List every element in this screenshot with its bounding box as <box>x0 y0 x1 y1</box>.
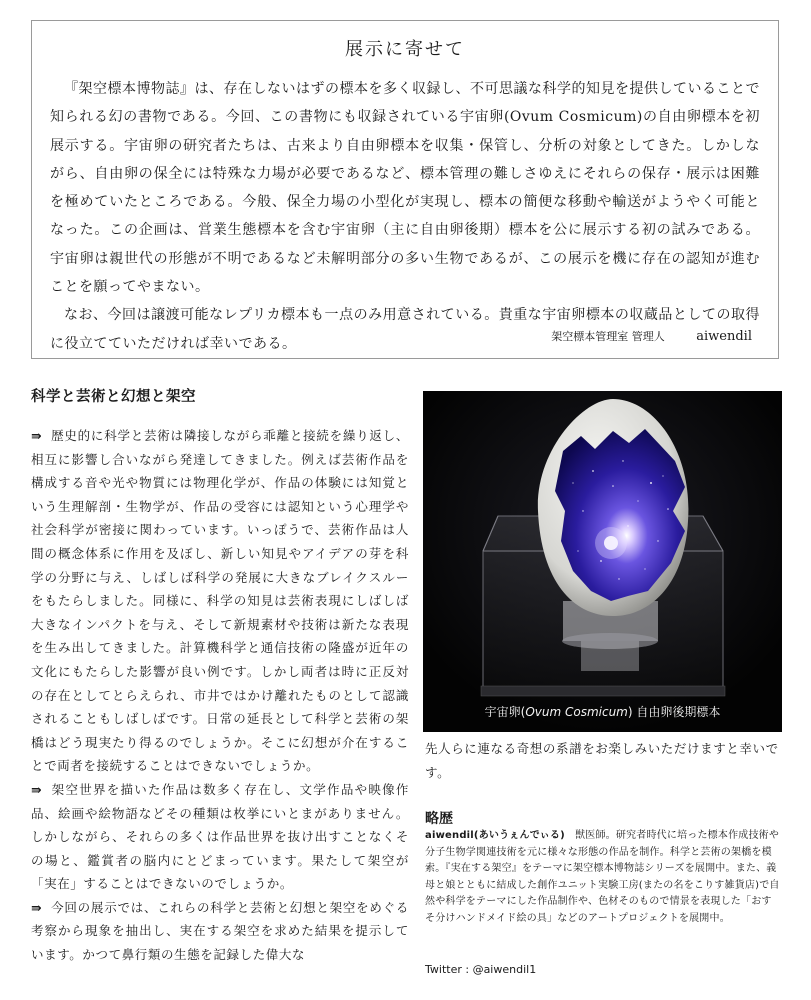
bio-text: 獣医師。研究者時代に培った標本作成技術や分子生物学関連技術を元に様々な形態の作品を制作。科学と芸術の架橋を模索。『実在する架空』をテーマに架空標本博物誌シリーズを展開中。また、義母と娘とともに結成した創作ユニット実験工房(またの名をこりす雑貨店)で自然や科学をテーマにした作品制作や、色材そのもので情景を表現した「おすそ分けハンドメイド絵の具」などのアートプロジェクトを展開中。 <box>425 830 780 924</box>
credit-name: aiwendil <box>696 329 752 344</box>
intro-title: 展示に寄せて <box>345 39 465 60</box>
bio-body <box>425 828 780 928</box>
article-title: 科学と芸術と幻想と架空 <box>31 389 196 405</box>
article-paragraph-1-text: 歴史的に科学と芸術は隣接しながら乖離と接続を繰り返し、相互に影響し合いながら発達してきました。例えば芸術作品を構成する音や光や物質には物理化学が、作品の体験には知覚という生理解剖・生物学が、作品の受容には認知という心理学や社会科学が密接に関わっています。いっぽうで、芸術作品は人間の概念体系に作用を及ぼし、新しい知見やアイデアの芽を科学の分野に与え、しばしば科学の発展に大きなブレイクスルーをもたらしました。同様に、科学の知見は芸術表現にしばしば大きなインパクトを与え、そして新規素材や技術は新たな表現を生み出してきました。計算機科学と通信技術の隆盛が近年の文化にもたらした影響が良い例です。しかし両者は時に正反対の存在としてとらえられ、市井ではかけ離れたものとして認識されることもしばしばです。日常の延長として科学と芸術の架橋はどう現実たり得るのでしょうか。そこに幻想が介在することで両者を接続することはできないでしょうか。 <box>31 428 409 774</box>
photo-caption <box>423 703 782 720</box>
arrow-bullet-icon: ⇛ <box>31 428 43 443</box>
specimen-photo <box>423 391 782 732</box>
article-paragraph-3-continued: 先人らに連なる奇想の系譜をお楽しみいただけますと幸いです。 <box>425 741 779 780</box>
article-paragraph-3-text: 今回の展示では、これらの科学と芸術と幻想と架空をめぐる考察から現象を抽出し、実在する架空を求めた結果を提示しています。かつて鼻行類の生態を記録した偉大な <box>31 899 409 963</box>
caption-suffix: ) 自由卵後期標本 <box>627 705 721 719</box>
intro-paragraph-1: 『架空標本博物誌』は、存在しないはずの標本を多く収録し、不可思議な科学的知見を提供していることで知られる幻の書物である。今回、この書物にも収録されている宇宙卵(Ovum Cosmicum)の自由卵標本を初展示する。宇宙卵の研究者たちは、古来より自由卵標本を収集・保管し、分析の対象としてきた。しかしながら、自由卵の保全には特殊な力場が必要であるなど、標本管理の難しさゆえにそれらの保存・展示は困難を極めていたところである。今般、保全力場の小型化が実現し、標本の簡便な移動や輸送がようやく可能となった。この企画は、営業生態標本を含む宇宙卵（主に自由卵後期）標本を公に展示する初の試みである。宇宙卵は親世代の形態が不明であるなど未解明部分の多い生物であるが、この展示を機に存在の認知が進むことを願ってやまない。 <box>50 81 760 296</box>
article-paragraph-1 <box>31 424 409 778</box>
bio-name: aiwendil(あいうぇんでぃる) <box>425 830 565 841</box>
article-paragraph-2 <box>31 778 409 896</box>
intro-panel <box>31 20 779 359</box>
arrow-bullet-icon: ⇛ <box>31 781 43 797</box>
intro-body <box>50 75 760 358</box>
article-paragraph-2-text: 架空世界を描いた作品は数多く存在し、文学作品や映像作品、絵画や絵物語などその種類は枚挙にいとまがありません。しかしながら、それらの多くは作品世界を抜け出すことなくその場と、鑑賞者の脳内にとどまっています。果たして架空が「実在」することはできないのでしょうか。 <box>31 781 409 892</box>
credit-role: 架空標本管理室 管理人 <box>551 330 665 343</box>
article-column <box>31 385 409 967</box>
intro-credit <box>551 328 752 344</box>
twitter-handle: Twitter : @aiwendil1 <box>425 963 537 976</box>
caption-latin: Ovum Cosmicum <box>525 705 628 719</box>
bio-title: 略歴 <box>425 811 453 827</box>
cosmic-egg-illustration <box>423 391 782 732</box>
intro-paragraph-2: なお、今回は譲渡可能なレプリカ標本も一点のみ用意されている。貴重な宇宙卵標本の収蔵品としての取得に役立てていただければ幸いである。 <box>50 307 760 352</box>
article-paragraph-3 <box>31 896 409 967</box>
arrow-bullet-icon: ⇛ <box>31 899 43 915</box>
caption-prefix: 宇宙卵( <box>484 705 526 719</box>
